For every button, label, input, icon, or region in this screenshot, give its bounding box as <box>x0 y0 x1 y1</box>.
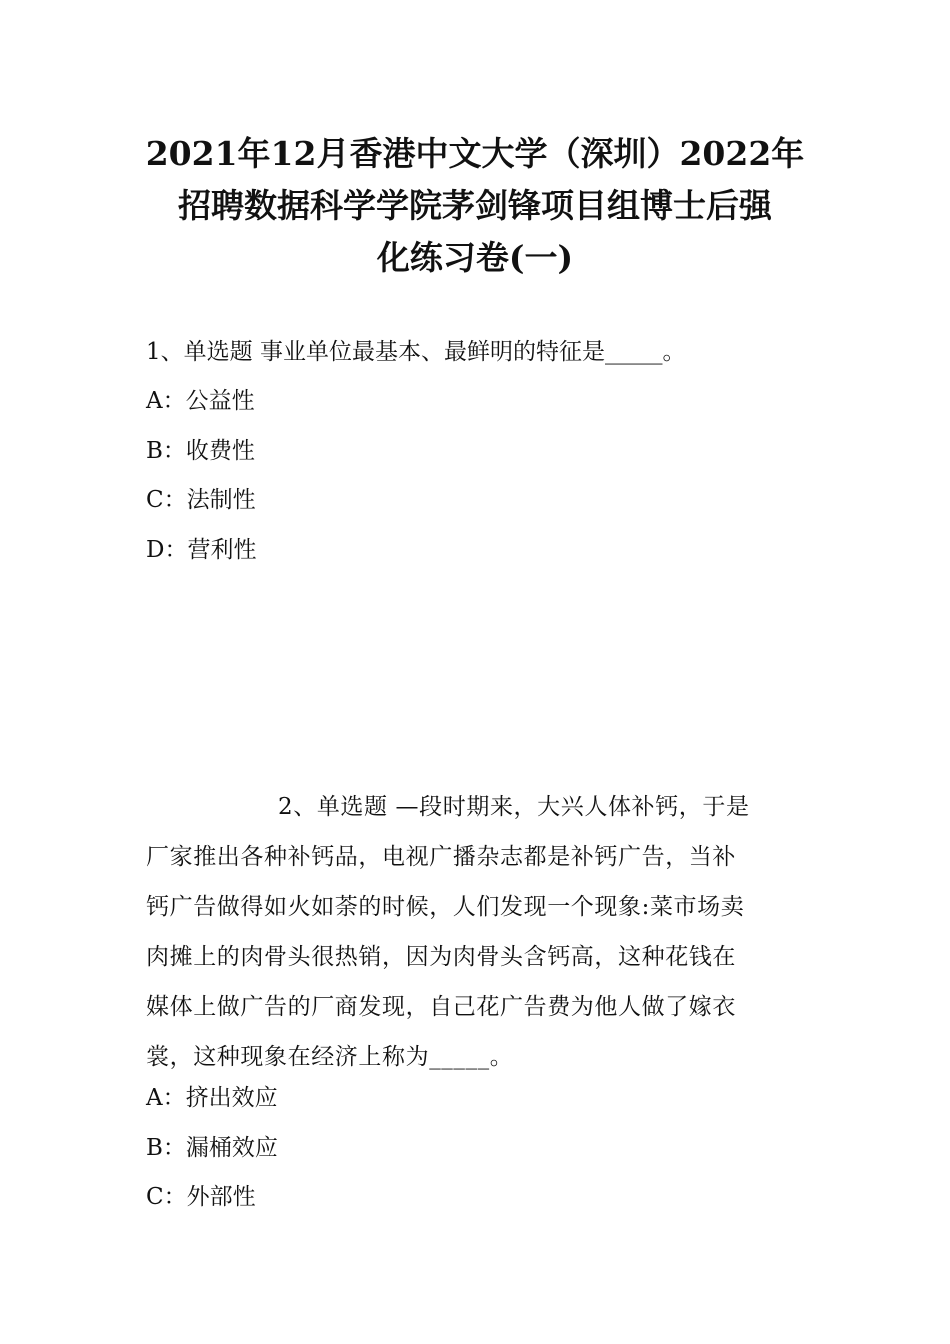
question-2-option-c: C：外部性 <box>146 1184 256 1210</box>
question-1-option-d: D：营利性 <box>146 537 257 563</box>
document-title <box>120 128 830 284</box>
question-2-stem-line: 裳，这种现象在经济上称为_____。 <box>146 1044 514 1070</box>
question-2-stem-line: 钙广告做得如火如荼的时候，人们发现一个现象:菜市场卖 <box>146 894 745 920</box>
question-2-stem-line: 媒体上做广告的厂商发现，自己花广告费为他人做了嫁衣 <box>146 994 736 1020</box>
question-1-option-b: B：收费性 <box>146 438 255 464</box>
question-1-option-a: A：公益性 <box>146 388 255 414</box>
title-line-2: 招聘数据科学学院茅剑锋项目组博士后强 <box>178 186 772 225</box>
question-2-stem-line: 厂家推出各种补钙品，电视广播杂志都是补钙广告，当补 <box>146 844 736 870</box>
question-2-stem-line: 肉摊上的肉骨头很热销，因为肉骨头含钙高，这种花钱在 <box>146 944 736 970</box>
question-2-option-a: A：挤出效应 <box>146 1085 278 1111</box>
question-2-stem <box>146 782 808 1082</box>
question-1-stem: 1、单选题 事业单位最基本、最鲜明的特征是_____。 <box>146 339 686 365</box>
question-2-option-b: B：漏桶效应 <box>146 1135 278 1161</box>
title-line-3: 化练习卷(一) <box>376 238 574 277</box>
question-2-stem-line: 2、单选题 —段时期来，大兴人体补钙，于是 <box>278 794 750 820</box>
title-line-1: 2021年12月香港中文大学（深圳）2022年 <box>145 134 805 173</box>
question-1-option-c: C：法制性 <box>146 487 256 513</box>
